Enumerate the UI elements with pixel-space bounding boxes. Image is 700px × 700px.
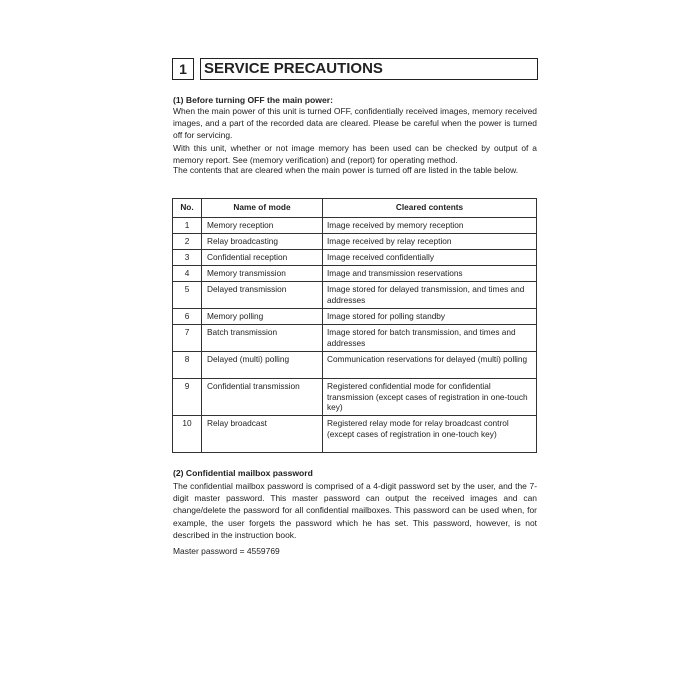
cleared-contents-table bbox=[172, 198, 537, 453]
section-number: 1 bbox=[172, 58, 194, 80]
table-row bbox=[173, 266, 537, 282]
header-mode: Name of mode bbox=[202, 199, 323, 218]
row-mode: Relay broadcast bbox=[202, 416, 323, 453]
row-contents: Communication reservations for delayed (multi) polling bbox=[323, 352, 537, 379]
row-contents: Image received confidentially bbox=[323, 250, 537, 266]
part1-paragraph-2: With this unit, whether or not image memory has been used can be checked by output of a memory report. See (memory verification) and (report) for operating method. bbox=[173, 143, 537, 166]
row-mode: Delayed transmission bbox=[202, 282, 323, 309]
row-mode: Confidential transmission bbox=[202, 379, 323, 416]
table-row bbox=[173, 234, 537, 250]
row-mode: Memory polling bbox=[202, 309, 323, 325]
row-contents: Image and transmission reservations bbox=[323, 266, 537, 282]
row-contents: Registered relay mode for relay broadcast control (except cases of registration in one-touch key) bbox=[323, 416, 537, 453]
row-contents: Registered confidential mode for confidential transmission (except cases of registration in one-touch key) bbox=[323, 379, 537, 416]
row-mode: Relay broadcasting bbox=[202, 234, 323, 250]
part1-paragraph-3: The contents that are cleared when the main power is turned off are listed in the table below. bbox=[173, 165, 519, 175]
row-no: 1 bbox=[173, 218, 202, 234]
section-header bbox=[172, 58, 538, 80]
row-no: 3 bbox=[173, 250, 202, 266]
row-no: 5 bbox=[173, 282, 202, 309]
section-title: SERVICE PRECAUTIONS bbox=[200, 58, 538, 80]
row-mode: Memory transmission bbox=[202, 266, 323, 282]
row-no: 7 bbox=[173, 325, 202, 352]
row-mode: Batch transmission bbox=[202, 325, 323, 352]
table-row bbox=[173, 416, 537, 453]
row-no: 9 bbox=[173, 379, 202, 416]
row-contents: Image stored for polling standby bbox=[323, 309, 537, 325]
row-mode: Delayed (multi) polling bbox=[202, 352, 323, 379]
part1-paragraph-1: When the main power of this unit is turned OFF, confidentially received images, memory received images, and a part of the recorded data are cleared. Please be careful when the power is turned off for servicing. bbox=[173, 106, 537, 141]
row-contents: Image stored for delayed transmission, and times and addresses bbox=[323, 282, 537, 309]
row-contents: Image stored for batch transmission, and times and addresses bbox=[323, 325, 537, 352]
row-no: 4 bbox=[173, 266, 202, 282]
row-no: 2 bbox=[173, 234, 202, 250]
row-mode: Memory reception bbox=[202, 218, 323, 234]
part1-heading: (1) Before turning OFF the main power: bbox=[173, 95, 333, 105]
table-header-row bbox=[173, 199, 537, 218]
part2-heading: (2) Confidential mailbox password bbox=[173, 468, 313, 478]
table-row bbox=[173, 309, 537, 325]
row-no: 10 bbox=[173, 416, 202, 453]
row-no: 6 bbox=[173, 309, 202, 325]
table-row bbox=[173, 250, 537, 266]
table-row bbox=[173, 379, 537, 416]
header-contents: Cleared contents bbox=[323, 199, 537, 218]
table-row bbox=[173, 282, 537, 309]
row-no: 8 bbox=[173, 352, 202, 379]
row-mode: Confidential reception bbox=[202, 250, 323, 266]
table-row bbox=[173, 352, 537, 379]
row-contents: Image received by memory reception bbox=[323, 218, 537, 234]
table-row bbox=[173, 218, 537, 234]
part2-paragraph: The confidential mailbox password is comprised of a 4-digit password set by the user, and the 7-digit master password. This master password can output the received images and can change/delete the password for all confidential mailboxes. This password can be used when, for example, the user forgets the password which he has set. This password, however, is not described in the instruction book. bbox=[173, 481, 537, 540]
header-no: No. bbox=[173, 199, 202, 218]
row-contents: Image received by relay reception bbox=[323, 234, 537, 250]
table-row bbox=[173, 325, 537, 352]
master-password: Master password = 4559769 bbox=[173, 546, 280, 556]
